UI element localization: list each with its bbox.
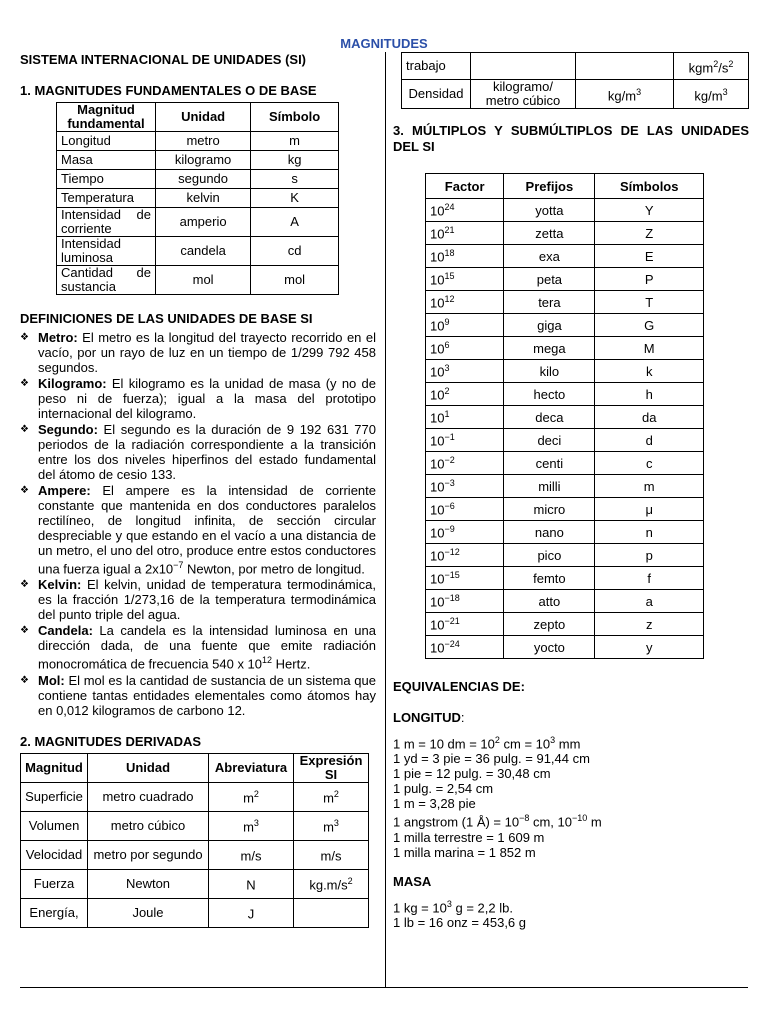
prefixes-table — [425, 173, 704, 659]
definition-item — [20, 623, 376, 671]
table-cell: mol — [251, 266, 339, 295]
definition-term: Segundo: — [38, 422, 98, 437]
definition-item — [20, 673, 376, 718]
table-cell: Longitud — [57, 132, 156, 151]
table-cell: mol — [156, 266, 251, 295]
mass-heading: MASA — [393, 873, 432, 889]
table-cell: m — [595, 475, 704, 498]
table-cell: kelvin — [156, 189, 251, 208]
table-row — [57, 151, 339, 170]
table-cell: c — [595, 452, 704, 475]
table-cell: f — [595, 567, 704, 590]
table-header: Símbolo — [251, 103, 339, 132]
table-cell: kilogramo — [156, 151, 251, 170]
table-cell: yocto — [504, 636, 595, 659]
table-cell: $kg/m^3$ — [576, 80, 674, 109]
table-cell: y — [595, 636, 704, 659]
table-cell: $10^{21}$ — [426, 222, 504, 245]
table-cell: $10^{-15}$ — [426, 567, 504, 590]
table-row — [57, 132, 339, 151]
si-heading: SISTEMA INTERNACIONAL DE UNIDADES (SI) — [20, 52, 307, 67]
table-cell: $kg.m/s^2$ — [294, 869, 369, 898]
table-row — [402, 80, 749, 109]
mass-line: 1 lb = 16 onz = 453,6 g — [393, 914, 526, 930]
table-row — [21, 898, 369, 927]
table-row — [426, 222, 704, 245]
table-cell: $10^{-1}$ — [426, 429, 504, 452]
table-row — [426, 636, 704, 659]
definition-term: Kelvin: — [38, 577, 82, 593]
table-cell: tera — [504, 291, 595, 314]
table-cell: Intensidad luminosa — [57, 237, 156, 266]
table-row — [21, 840, 369, 869]
table-cell: zetta — [504, 222, 595, 245]
definition-text: El ampere es la intensidad de corriente constante que mantenida en dos conductores paralelos rectilíneo, de longitud infinita, de sección circular despreciable y que estando en el vacío a una distancia de un metro, el uno del otro, produce entre estos conductores una fuerza igual a 2x10 — [38, 483, 376, 577]
table-cell: $10^6$ — [426, 337, 504, 360]
table-cell: Densidad — [402, 80, 471, 109]
table-cell: nano — [504, 521, 595, 544]
table-row — [426, 590, 704, 613]
table-row — [21, 869, 369, 898]
table-header: Unidad — [88, 753, 209, 782]
length-colon: : — [460, 710, 465, 725]
table-cell: Y — [595, 199, 704, 222]
table-cell: Tiempo — [57, 170, 156, 189]
table-cell: K — [251, 189, 339, 208]
exponent: −7 — [173, 560, 184, 570]
length-line: 1 pulg. = 2,54 cm — [393, 781, 494, 797]
table-header: Unidad — [156, 103, 251, 132]
page-title: MAGNITUDES — [340, 36, 428, 51]
table-cell: M — [595, 337, 704, 360]
table-cell: A — [251, 208, 339, 237]
table-cell: k — [595, 360, 704, 383]
table-cell: $10^{-12}$ — [426, 544, 504, 567]
table-cell: metro cuadrado — [88, 782, 209, 811]
derived-units-table — [20, 753, 369, 928]
table-cell — [576, 53, 674, 80]
table-cell: J — [209, 898, 294, 927]
derived-units-table-continued — [401, 52, 749, 109]
table-row — [402, 53, 749, 80]
table-cell — [471, 53, 576, 80]
section-2-heading: 2. MAGNITUDES DERIVADAS — [20, 733, 202, 749]
table-cell: $10^{18}$ — [426, 245, 504, 268]
table-cell: da — [595, 406, 704, 429]
table-cell: $10^1$ — [426, 406, 504, 429]
table-cell: metro — [156, 132, 251, 151]
table-row — [426, 544, 704, 567]
table-cell: m — [251, 132, 339, 151]
table-header: Magnitud — [21, 753, 88, 782]
definition-term: Kilogramo: — [38, 376, 107, 391]
table-row — [426, 613, 704, 636]
table-cell: $m^2$ — [294, 782, 369, 811]
angstrom-line: 1 angstrom (1 Å) = $10^{-8}$ cm, $10^{-10}$ m — [393, 813, 602, 830]
table-cell: hecto — [504, 383, 595, 406]
table-cell: metro por segundo — [88, 840, 209, 869]
table-row — [426, 291, 704, 314]
table-cell: Velocidad — [21, 840, 88, 869]
table-cell: metro cúbico — [88, 811, 209, 840]
table-header: Factor — [426, 174, 504, 199]
equivalences — [393, 679, 749, 930]
table-cell: exa — [504, 245, 595, 268]
table-cell: T — [595, 291, 704, 314]
length-line: 1 milla marina = 1 852 m — [393, 844, 536, 860]
length-line: 1 m = 10 dm = $10^2$ cm = $10^3$ mm — [393, 735, 581, 752]
definition-term: Metro: — [38, 330, 78, 345]
table-cell: z — [595, 613, 704, 636]
table-cell: trabajo — [402, 53, 471, 80]
table-row — [426, 452, 704, 475]
definitions-heading: DEFINICIONES DE LAS UNIDADES DE BASE SI — [20, 311, 313, 326]
definition-text: El kilogramo es la unidad de masa (y no de peso ni de fuerza); igual a la masa del prototipo internacional del kilogramo. — [38, 376, 376, 421]
table-row — [57, 189, 339, 208]
table-cell: $10^3$ — [426, 360, 504, 383]
table-cell: m/s — [294, 840, 369, 869]
table-cell: $10^9$ — [426, 314, 504, 337]
table-row — [426, 498, 704, 521]
definition-term: Mol: — [38, 672, 65, 688]
length-line: 1 yd = 3 pie = 36 pulg. = 91,44 cm — [393, 751, 590, 767]
table-header: Prefijos — [504, 174, 595, 199]
table-cell: $10^{-2}$ — [426, 452, 504, 475]
table-header: Expresión SI — [294, 753, 369, 782]
table-cell: cd — [251, 237, 339, 266]
table-cell: kilogramo/ metro cúbico — [471, 80, 576, 109]
length-line: 1 m = 3,28 pie — [393, 796, 476, 812]
table-row — [57, 208, 339, 237]
table-cell: G — [595, 314, 704, 337]
table-cell: Newton — [88, 869, 209, 898]
table-cell: micro — [504, 498, 595, 521]
table-row — [426, 567, 704, 590]
mass-line: 1 kg = $10^3$ g = 2,2 lb. — [393, 898, 513, 915]
table-row — [57, 170, 339, 189]
bottom-rule — [20, 987, 748, 988]
table-cell: yotta — [504, 199, 595, 222]
table-row — [21, 782, 369, 811]
length-line: 1 pie = 12 pulg. = 30,48 cm — [393, 766, 551, 782]
table-row — [426, 314, 704, 337]
table-cell: candela — [156, 237, 251, 266]
table-cell: Volumen — [21, 811, 88, 840]
table-cell: giga — [504, 314, 595, 337]
table-cell: deci — [504, 429, 595, 452]
definition-text: El segundo es la duración de 9 192 631 770 periodos de la radiación correspondiente a la transición entre los dos niveles hiperfinos del estado fundamental del átomo de cesio 133. — [38, 422, 376, 482]
table-cell: $10^{-9}$ — [426, 521, 504, 544]
table-header: Símbolos — [595, 174, 704, 199]
table-header: Magnitud fundamental — [57, 103, 156, 132]
table-cell: Superficie — [21, 782, 88, 811]
table-cell: a — [595, 590, 704, 613]
table-cell: $10^{-6}$ — [426, 498, 504, 521]
definition-item — [20, 422, 376, 482]
table-cell: $10^{-18}$ — [426, 590, 504, 613]
table-cell — [294, 898, 369, 927]
table-cell: kg — [251, 151, 339, 170]
section-1-heading: 1. MAGNITUDES FUNDAMENTALES O DE BASE — [20, 83, 317, 98]
right-column — [393, 52, 749, 930]
definition-text: El mol es la cantidad de sustancia de un sistema que contiene tantas entidades elementales como átomos hay en 0,012 kilogramos de carbono 12. — [38, 672, 376, 718]
definition-text: La candela es la intensidad luminosa en una dirección dada, de una fuente que emite radiación monocromática de frecuencia 540 x 10 — [38, 623, 376, 672]
definition-item — [20, 376, 376, 421]
table-cell: $10^{-3}$ — [426, 475, 504, 498]
table-cell: Masa — [57, 151, 156, 170]
table-cell: h — [595, 383, 704, 406]
definition-term: Candela: — [38, 623, 93, 639]
table-cell: p — [595, 544, 704, 567]
definition-item — [20, 577, 376, 622]
table-cell: peta — [504, 268, 595, 291]
table-cell: atto — [504, 590, 595, 613]
table-cell: Temperatura — [57, 189, 156, 208]
exponent: 12 — [262, 655, 273, 666]
table-cell: $m^3$ — [294, 811, 369, 840]
table-cell: d — [595, 429, 704, 452]
table-row — [426, 475, 704, 498]
table-row — [426, 360, 704, 383]
table-cell: $kg/m^3$ — [674, 80, 749, 109]
table-row — [426, 337, 704, 360]
table-cell: Intensidad de corriente — [57, 208, 156, 237]
base-units-table — [56, 102, 339, 295]
table-row — [426, 268, 704, 291]
table-cell: n — [595, 521, 704, 544]
table-row — [426, 429, 704, 452]
definition-item — [20, 483, 376, 576]
table-cell: segundo — [156, 170, 251, 189]
length-heading: LONGITUD — [393, 710, 461, 725]
table-cell: N — [209, 869, 294, 898]
table-cell: Energía, — [21, 898, 88, 927]
length-line: 1 milla terrestre = 1 609 m — [393, 829, 545, 845]
definition-text: El kelvin, unidad de temperatura termodinámica, es la fracción 1/273,16 de la temperatura termodinámica del punto triple del agua. — [38, 577, 376, 623]
table-cell: $10^{-21}$ — [426, 613, 504, 636]
table-cell: μ — [595, 498, 704, 521]
table-cell: Cantidad de sustancia — [57, 266, 156, 295]
table-cell: Z — [595, 222, 704, 245]
table-cell: mega — [504, 337, 595, 360]
table-row — [426, 199, 704, 222]
column-divider — [385, 52, 386, 988]
table-cell: Fuerza — [21, 869, 88, 898]
table-row — [426, 521, 704, 544]
table-row — [21, 811, 369, 840]
equivalences-heading: EQUIVALENCIAS DE: — [393, 679, 525, 694]
table-row — [426, 245, 704, 268]
table-cell: milli — [504, 475, 595, 498]
table-cell: kilo — [504, 360, 595, 383]
table-cell: $10^{24}$ — [426, 199, 504, 222]
table-cell: pico — [504, 544, 595, 567]
table-cell: $10^{15}$ — [426, 268, 504, 291]
table-cell: P — [595, 268, 704, 291]
left-column — [20, 52, 376, 928]
table-row — [57, 237, 339, 266]
table-cell: $10^2$ — [426, 383, 504, 406]
definitions-list — [20, 330, 376, 718]
table-cell: $kgm^2/s^2$ — [674, 53, 749, 80]
table-cell: zepto — [504, 613, 595, 636]
table-row — [57, 266, 339, 295]
table-cell: $m^2$ — [209, 782, 294, 811]
definition-text: Newton, por metro de longitud. — [183, 561, 365, 577]
table-cell: femto — [504, 567, 595, 590]
table-cell: deca — [504, 406, 595, 429]
table-row — [426, 406, 704, 429]
table-cell: $m^3$ — [209, 811, 294, 840]
table-cell: s — [251, 170, 339, 189]
table-cell: amperio — [156, 208, 251, 237]
table-cell: $10^{12}$ — [426, 291, 504, 314]
definition-text: El metro es la longitud del trayecto recorrido en el vacío, por un rayo de luz en un tiempo de 1/299 792 458 segundos. — [38, 330, 376, 375]
table-cell: E — [595, 245, 704, 268]
definition-term: Ampere: — [38, 483, 91, 498]
table-row — [426, 383, 704, 406]
table-cell: m/s — [209, 840, 294, 869]
table-cell: Joule — [88, 898, 209, 927]
definition-item — [20, 330, 376, 375]
table-cell: centi — [504, 452, 595, 475]
section-3-heading: 3. MÚLTIPLOS Y SUBMÚLTIPLOS DE LAS UNIDADES DEL SI — [393, 123, 749, 154]
table-cell: $10^{-24}$ — [426, 636, 504, 659]
table-header: Abreviatura — [209, 753, 294, 782]
definition-text: Hertz. — [272, 656, 311, 672]
